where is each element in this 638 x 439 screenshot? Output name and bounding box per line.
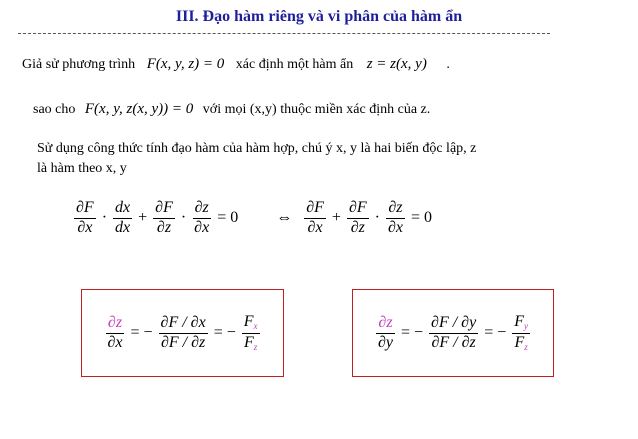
formula-box-dz-dx xyxy=(81,289,284,377)
line-2 xyxy=(33,101,430,118)
formula-dz-dy: $\frac{\partial z}{\partial y}$ = − $\frac{\partial F / \partial y}{\partial F / \partial z}$ = − $\frac{F_y}{F_z}$ xyxy=(377,313,529,352)
paragraph-line-a: Sử dụng công thức tính đạo hàm của hàm hợp, chú ý x, y là hai biến độc lập, z xyxy=(37,141,477,156)
frac-dz-dx: $\frac{\partial z}{\partial x}$ xyxy=(194,199,210,236)
frac-mid-dFdy-dFdz: $\frac{\partial F / \partial y}{\partial F / \partial z}$ xyxy=(431,313,477,351)
frac-lhs-dz-dx: $\frac{\partial z}{\partial x}$ xyxy=(107,313,123,351)
equation-F-composite: F(x, y, z(x, y)) = 0 xyxy=(84,101,194,117)
line-2-suffix: với mọi (x,y) thuộc miền xác định của z. xyxy=(202,102,431,117)
line-2-prefix: sao cho xyxy=(33,102,76,117)
frac-dz-dx-2: $\frac{\partial z}{\partial x}$ xyxy=(387,199,403,236)
frac-dF-dx: ∂F ∂x xyxy=(76,199,94,236)
frac-rhs-Fx-Fz: $\frac{F_x}{F_z}$ xyxy=(243,313,258,352)
formula-box-dz-dy xyxy=(352,289,554,377)
paragraph-line-b: là hàm theo x, y xyxy=(37,161,127,176)
frac-mid-dFdx-dFdz: $\frac{\partial F / \partial x}{\partial F / \partial z}$ xyxy=(160,313,206,351)
line-1 xyxy=(22,56,450,73)
title-divider xyxy=(18,33,550,34)
line-1-suffix: . xyxy=(446,57,450,72)
line-1-middle: xác định một hàm ẩn xyxy=(235,57,354,72)
iff-symbol: ⇔ xyxy=(276,209,293,227)
frac-rhs-Fy-Fz: $\frac{F_y}{F_z}$ xyxy=(514,313,529,352)
frac-dF-dz-2: $\frac{\partial F}{\partial z}$ xyxy=(348,199,367,236)
formula-dz-dx: $\frac{\partial z}{\partial x}$ = − $\frac{\partial F / \partial x}{\partial F / \partial z}$ = − $\frac{F_x}{F_z}$ xyxy=(107,313,258,352)
frac-lhs-dz-dy: $\frac{\partial z}{\partial y}$ xyxy=(377,313,393,351)
slide-title: III. Đạo hàm riêng và vi phân của hàm ẩn xyxy=(175,8,463,25)
chain-rule-equation: ∂F ∂x · dx dx + $\frac{\partial F}{\partial z}$ · $\frac{\partial z}{\partial x}$ = 0 ⇔ ∂F ∂x + $\frac{\partial F}{\partial z}$ · $\frac{\partial z}{\partial x}$ = 0 xyxy=(76,199,432,236)
frac-dx-dx: dx dx xyxy=(115,199,131,236)
implicit-function: z = z(x, y) xyxy=(366,56,427,72)
frac-dF-dz: $\frac{\partial F}{\partial z}$ xyxy=(155,199,173,236)
line-1-prefix: Giả sử phương trình xyxy=(22,57,136,72)
equation-F-xyz: F(x, y, z) = 0 xyxy=(146,56,225,72)
frac-dF-dx-2: ∂F ∂x xyxy=(306,199,324,236)
